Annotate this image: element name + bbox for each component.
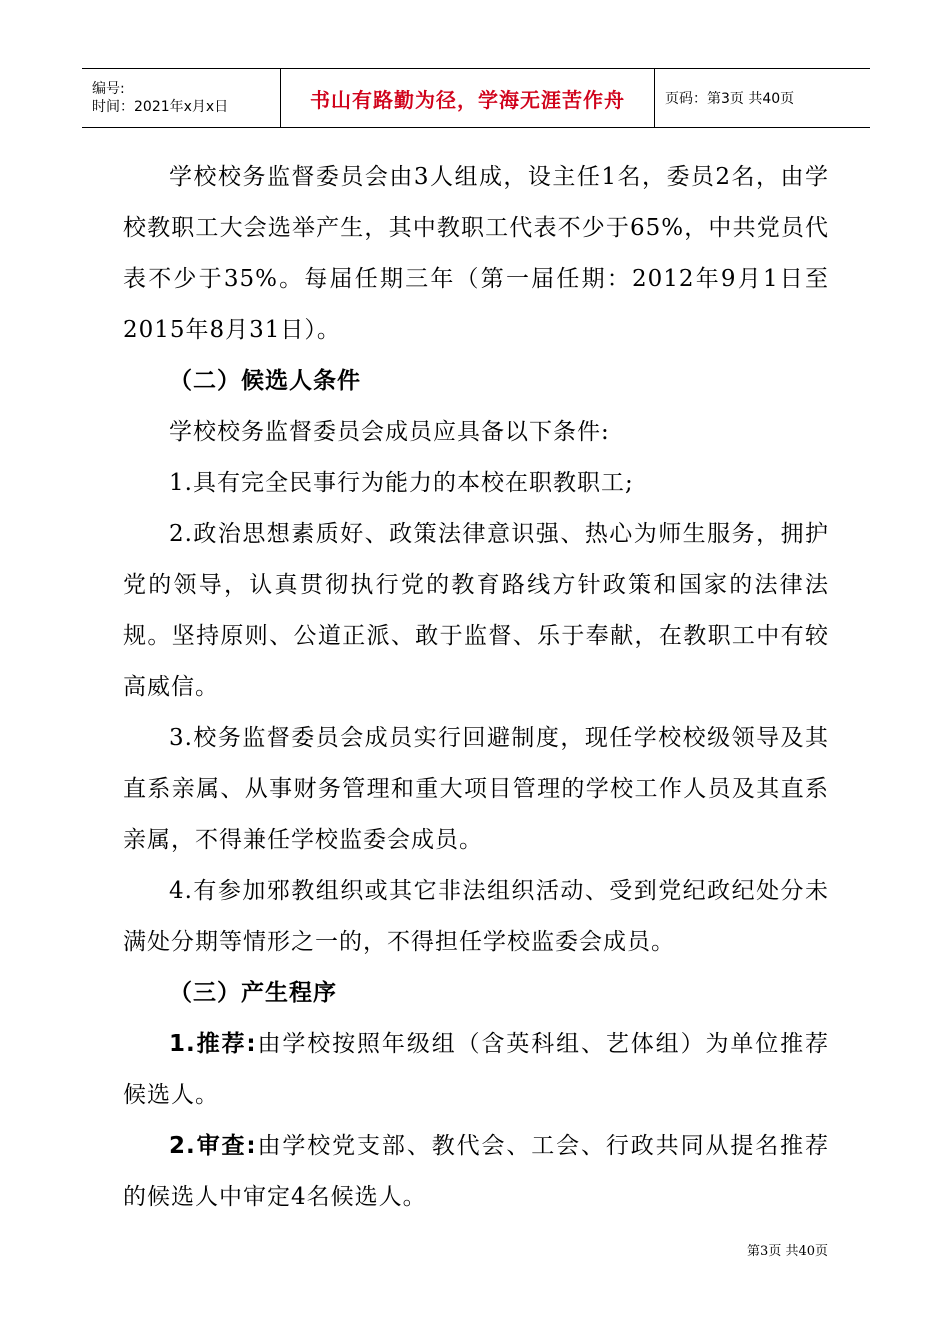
paragraph-composition: 学校校务监督委员会由3人组成，设主任1名，委员2名，由学校教职工大会选举产生，其中教职工代表不少于65%，中共党员代表不少于35%。每届任期三年（第一届任期：2012年9月1日至2015年8月31日）。 — [123, 164, 829, 343]
header-number-label: 编号: — [92, 81, 125, 97]
condition-item-2: 2.政治思想素质好、政策法律意识强、热心为师生服务，拥护党的领导，认真贯彻执行党的教育路线方针政策和国家的法律法规。坚持原则、公道正派、敢于监督、乐于奉献，在教职工中有较高威信。 — [123, 521, 829, 700]
procedure-step-2 — [123, 1121, 829, 1223]
document-body — [123, 152, 829, 1223]
condition-item-1: 1.具有完全民事行为能力的本校在职教职工; — [169, 470, 634, 496]
paragraph-conditions-intro: 学校校务监督委员会成员应具备以下条件: — [169, 419, 610, 445]
condition-item-3: 3.校务监督委员会成员实行回避制度，现任学校校级领导及其直系亲属、从事财务管理和重大项目管理的学校工作人员及其直系亲属，不得兼任学校监委会成员。 — [123, 725, 829, 853]
procedure-step-2-text: 由学校党支部、教代会、工会、行政共同从提名推荐的候选人中审定4名候选人。 — [123, 1133, 829, 1210]
procedure-step-1-text: 由学校按照年级组（含英科组、艺体组）为单位推荐候选人。 — [123, 1031, 829, 1108]
header-page-info — [655, 69, 870, 127]
procedure-step-2-lead: 2.审查: — [169, 1133, 257, 1159]
footer-page-label: 第3页 共40页 — [747, 1244, 828, 1259]
header-meta — [82, 69, 280, 127]
page-footer — [747, 1240, 828, 1259]
page-header — [82, 68, 870, 128]
section-heading-candidate-conditions: （二）候选人条件 — [169, 368, 361, 394]
header-motto — [280, 69, 655, 127]
header-motto-text: 书山有路勤为径，学海无涯苦作舟 — [310, 87, 625, 112]
section-heading-procedure: （三）产生程序 — [169, 980, 337, 1006]
header-page-label: 页码：第3页 共40页 — [665, 91, 795, 107]
procedure-step-1-lead: 1.推荐: — [169, 1031, 257, 1057]
condition-item-4: 4.有参加邪教组织或其它非法组织活动、受到党纪政纪处分未满处分期等情形之一的，不得担任学校监委会成员。 — [123, 878, 829, 955]
header-time-label: 时间：2021年x月x日 — [92, 99, 229, 115]
procedure-step-1 — [123, 1019, 829, 1121]
